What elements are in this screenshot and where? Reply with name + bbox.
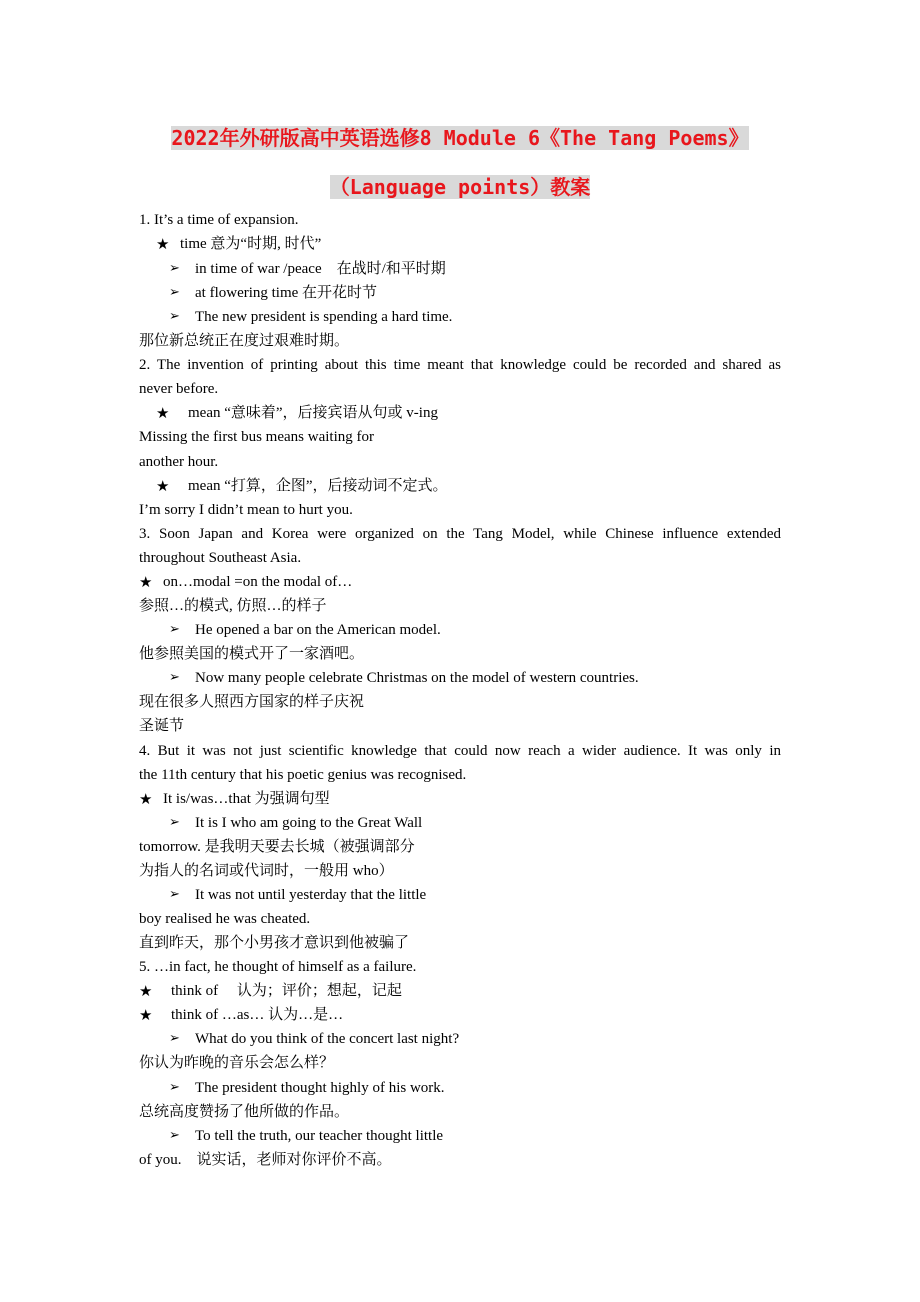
point-5-note-2: think of …as… 认为…是… (171, 1007, 344, 1023)
point-3-example-2-translation-cont: 圣诞节 (139, 718, 185, 734)
document-title-line-2: （Language points）教案 (329, 175, 591, 199)
star-icon: ★ (139, 1006, 153, 1024)
point-3-example-1-translation: 他参照美国的模式开了一家酒吧。 (139, 646, 365, 662)
point-4-example-2: It was not until yesterday that the little (195, 887, 427, 903)
point-5-note-1: think of 认为；评价；想起，记起 (171, 983, 402, 999)
point-1-example-3-translation: 那位新总统正在度过艰难时期。 (139, 333, 350, 349)
document-title-line-1: 2022年外研版高中英语选修8 Module 6《The Tang Poems》 (171, 126, 749, 150)
point-3-note: on…modal =on the modal of… (163, 574, 353, 590)
point-2-example-1-cont: another hour. (139, 454, 219, 470)
star-icon: ★ (156, 235, 170, 253)
arrow-bullet-icon: ➢ (169, 309, 180, 324)
point-2-example-1: Missing the first bus means waiting for (139, 429, 374, 445)
point-2-example-2: I’m sorry I didn’t mean to hurt you. (139, 502, 353, 518)
point-1-example-3: The new president is spending a hard time. (195, 309, 453, 325)
point-4-note: It is/was…that 为强调句型 (163, 791, 330, 807)
star-icon: ★ (139, 790, 153, 808)
point-4-example-1-cont-2: 为指人的名词或代词时，一般用 who） (139, 863, 394, 879)
point-4-heading-cont: the 11th century that his poetic genius was recognised. (139, 767, 467, 783)
arrow-bullet-icon: ➢ (169, 622, 180, 637)
star-icon: ★ (156, 477, 170, 495)
point-1-heading: 1. It’s a time of expansion. (139, 212, 299, 228)
point-4-example-1-cont: tomorrow. 是我明天要去长城（被强调部分 (139, 839, 415, 855)
point-3-example-1: He opened a bar on the American model. (195, 622, 441, 638)
star-icon: ★ (156, 404, 170, 422)
point-5-example-1: What do you think of the concert last night? (195, 1031, 460, 1047)
point-5-heading: 5. …in fact, he thought of himself as a failure. (139, 959, 417, 975)
point-3-example-2-translation: 现在很多人照西方国家的样子庆祝 (139, 694, 365, 710)
point-2-heading: 2. The invention of printing about this time meant that knowledge could be recorded and shared as (139, 357, 781, 373)
arrow-bullet-icon: ➢ (169, 261, 180, 276)
point-4-heading: 4. But it was not just scientific knowledge that could now reach a wider audience. It was only in (139, 743, 781, 759)
point-5-example-2: The president thought highly of his work. (195, 1080, 445, 1096)
point-5-example-2-translation: 总统高度赞扬了他所做的作品。 (139, 1104, 350, 1120)
point-1-note: time 意为“时期, 时代” (180, 236, 322, 252)
point-4-example-2-translation: 直到昨天，那个小男孩才意识到他被骗了 (139, 935, 410, 951)
star-icon: ★ (139, 573, 153, 591)
arrow-bullet-icon: ➢ (169, 815, 180, 830)
point-2-note-1: mean “意味着”，后接宾语从句或 v-ing (188, 405, 438, 421)
point-4-example-2-cont: boy realised he was cheated. (139, 911, 311, 927)
point-2-heading-cont: never before. (139, 381, 219, 397)
arrow-bullet-icon: ➢ (169, 285, 180, 300)
arrow-bullet-icon: ➢ (169, 670, 180, 685)
star-icon: ★ (139, 982, 153, 1000)
point-5-example-1-translation: 你认为昨晚的音乐会怎么样？ (139, 1055, 335, 1071)
point-3-heading-cont: throughout Southeast Asia. (139, 550, 302, 566)
point-4-example-1: It is I who am going to the Great Wall (195, 815, 423, 831)
point-2-note-2: mean “打算，企图”，后接动词不定式。 (188, 478, 448, 494)
point-1-example-2: at flowering time 在开花时节 (195, 285, 378, 301)
arrow-bullet-icon: ➢ (169, 1128, 180, 1143)
point-5-example-3: To tell the truth, our teacher thought little (195, 1128, 444, 1144)
arrow-bullet-icon: ➢ (169, 1031, 180, 1046)
arrow-bullet-icon: ➢ (169, 887, 180, 902)
point-1-example-1: in time of war /peace 在战时/和平时期 (195, 261, 446, 277)
arrow-bullet-icon: ➢ (169, 1080, 180, 1095)
point-3-heading: 3. Soon Japan and Korea were organized on the Tang Model, while Chinese influence extended (139, 526, 781, 542)
point-5-example-3-cont: of you. 说实话，老师对你评价不高。 (139, 1152, 392, 1168)
point-3-note-translation: 参照…的模式, 仿照…的样子 (139, 598, 327, 614)
point-3-example-2: Now many people celebrate Christmas on the model of western countries. (195, 670, 639, 686)
